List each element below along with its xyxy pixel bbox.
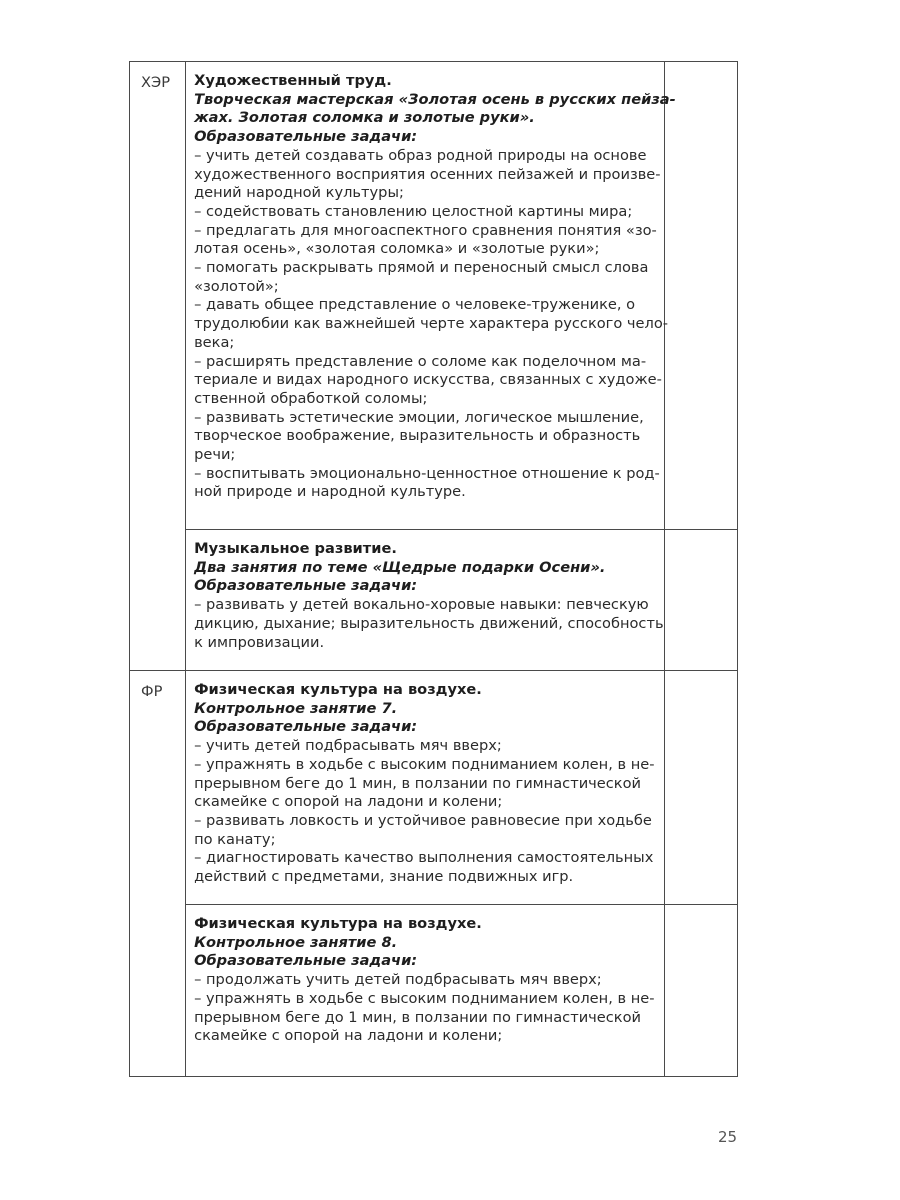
plan-table — [129, 61, 738, 1077]
task-line: – содействовать становлению целостной картины мира; — [194, 202, 633, 220]
section-label: ХЭР — [141, 74, 170, 91]
task-line: к импровизации. — [194, 633, 325, 651]
table-row — [130, 905, 738, 1077]
activity-block — [186, 671, 664, 894]
task-line: – воспитывать эмоционально-ценностное отношение к род- — [194, 464, 660, 482]
activity-title: Физическая культура на воздухе. — [194, 915, 482, 932]
content-cell — [186, 671, 665, 905]
content-cell — [186, 62, 676, 530]
section-cell — [130, 671, 186, 1077]
task-line: дений народной культуры; — [194, 184, 404, 202]
task-line: – давать общее представление о человеке-труженике, о — [194, 296, 636, 314]
task-line: речи; — [194, 446, 236, 464]
task-line: – диагностировать качество выполнения самостоятельных — [194, 849, 654, 867]
task-line: – расширять представление о соломе как поделочном ма- — [194, 352, 647, 370]
activity-subtitle: жах. Золотая соломка и золотые руки». — [194, 109, 535, 127]
task-line: «золотой»; — [194, 277, 279, 295]
task-line: прерывном беге до 1 мин, в ползании по гимнастической — [194, 774, 642, 792]
content-cell — [186, 905, 665, 1077]
task-line: – упражнять в ходьбе с высоким подниманием колен, в не- — [194, 755, 655, 773]
empty-cell — [664, 671, 737, 905]
table-row — [130, 671, 738, 905]
activity-block — [186, 905, 664, 1053]
tasks-label: Образовательные задачи: — [194, 577, 418, 595]
task-line: прерывном беге до 1 мин, в ползании по гимнастической — [194, 1008, 642, 1026]
activity-title: Художественный труд. — [194, 72, 392, 89]
task-line: ной природе и народной культуре. — [194, 483, 466, 501]
task-line: – помогать раскрывать прямой и переносный смысл слова — [194, 259, 649, 277]
task-line: – развивать эстетические эмоции, логическое мышление, — [194, 408, 644, 426]
table-row — [130, 62, 738, 530]
task-line: лотая осень», «золотая соломка» и «золотые руки»; — [194, 240, 600, 258]
task-line: – продолжать учить детей подбрасывать мяч вверх; — [194, 971, 602, 989]
page-number: 25 — [718, 1128, 738, 1146]
task-line: – развивать у детей вокально-хоровые навыки: певческую — [194, 596, 649, 614]
task-line: – упражнять в ходьбе с высоким подниманием колен, в не- — [194, 989, 655, 1007]
task-line: – учить детей создавать образ родной природы на основе — [194, 146, 647, 164]
task-line: трудолюбии как важнейшей черте характера русского чело- — [194, 315, 669, 333]
task-line: художественного восприятия осенних пейзажей и произве- — [194, 165, 661, 183]
task-line: дикцию, дыхание; выразительность движений, способность — [194, 614, 664, 632]
activity-subtitle: Творческая мастерская «Золотая осень в русских пейза- — [194, 90, 676, 108]
empty-cell — [664, 905, 737, 1077]
activity-subtitle: Два занятия по теме «Щедрые подарки Осени». — [194, 558, 606, 576]
table-row — [130, 530, 738, 671]
task-line: – учить детей подбрасывать мяч вверх; — [194, 737, 502, 755]
activity-block — [186, 62, 676, 509]
activity-subtitle: Контрольное занятие 7. — [194, 699, 398, 717]
task-line: действий с предметами, знание подвижных игр. — [194, 868, 574, 886]
task-line: – предлагать для многоаспектного сравнения понятия «зо- — [194, 221, 657, 239]
task-line: по канату; — [194, 830, 276, 848]
section-label: ФР — [141, 683, 163, 700]
activity-block — [186, 530, 664, 659]
content-cell — [186, 530, 665, 671]
task-line: – развивать ловкость и устойчивое равновесие при ходьбе — [194, 811, 652, 829]
task-line: ственной обработкой соломы; — [194, 389, 428, 407]
task-line: творческое воображение, выразительность и образность — [194, 427, 641, 445]
tasks-label: Образовательные задачи: — [194, 952, 418, 970]
empty-cell — [664, 530, 737, 671]
empty-cell — [664, 62, 737, 530]
task-line: скамейке с опорой на ладони и колени; — [194, 793, 503, 811]
tasks-label: Образовательные задачи: — [194, 718, 418, 736]
task-line: териале и видах народного искусства, связанных с художе- — [194, 371, 662, 389]
activity-title: Музыкальное развитие. — [194, 540, 397, 557]
tasks-label: Образовательные задачи: — [194, 128, 418, 146]
task-line: века; — [194, 333, 235, 351]
task-line: скамейке с опорой на ладони и колени; — [194, 1027, 503, 1045]
section-cell — [130, 62, 186, 671]
activity-subtitle: Контрольное занятие 8. — [194, 933, 398, 951]
activity-title: Физическая культура на воздухе. — [194, 681, 482, 698]
